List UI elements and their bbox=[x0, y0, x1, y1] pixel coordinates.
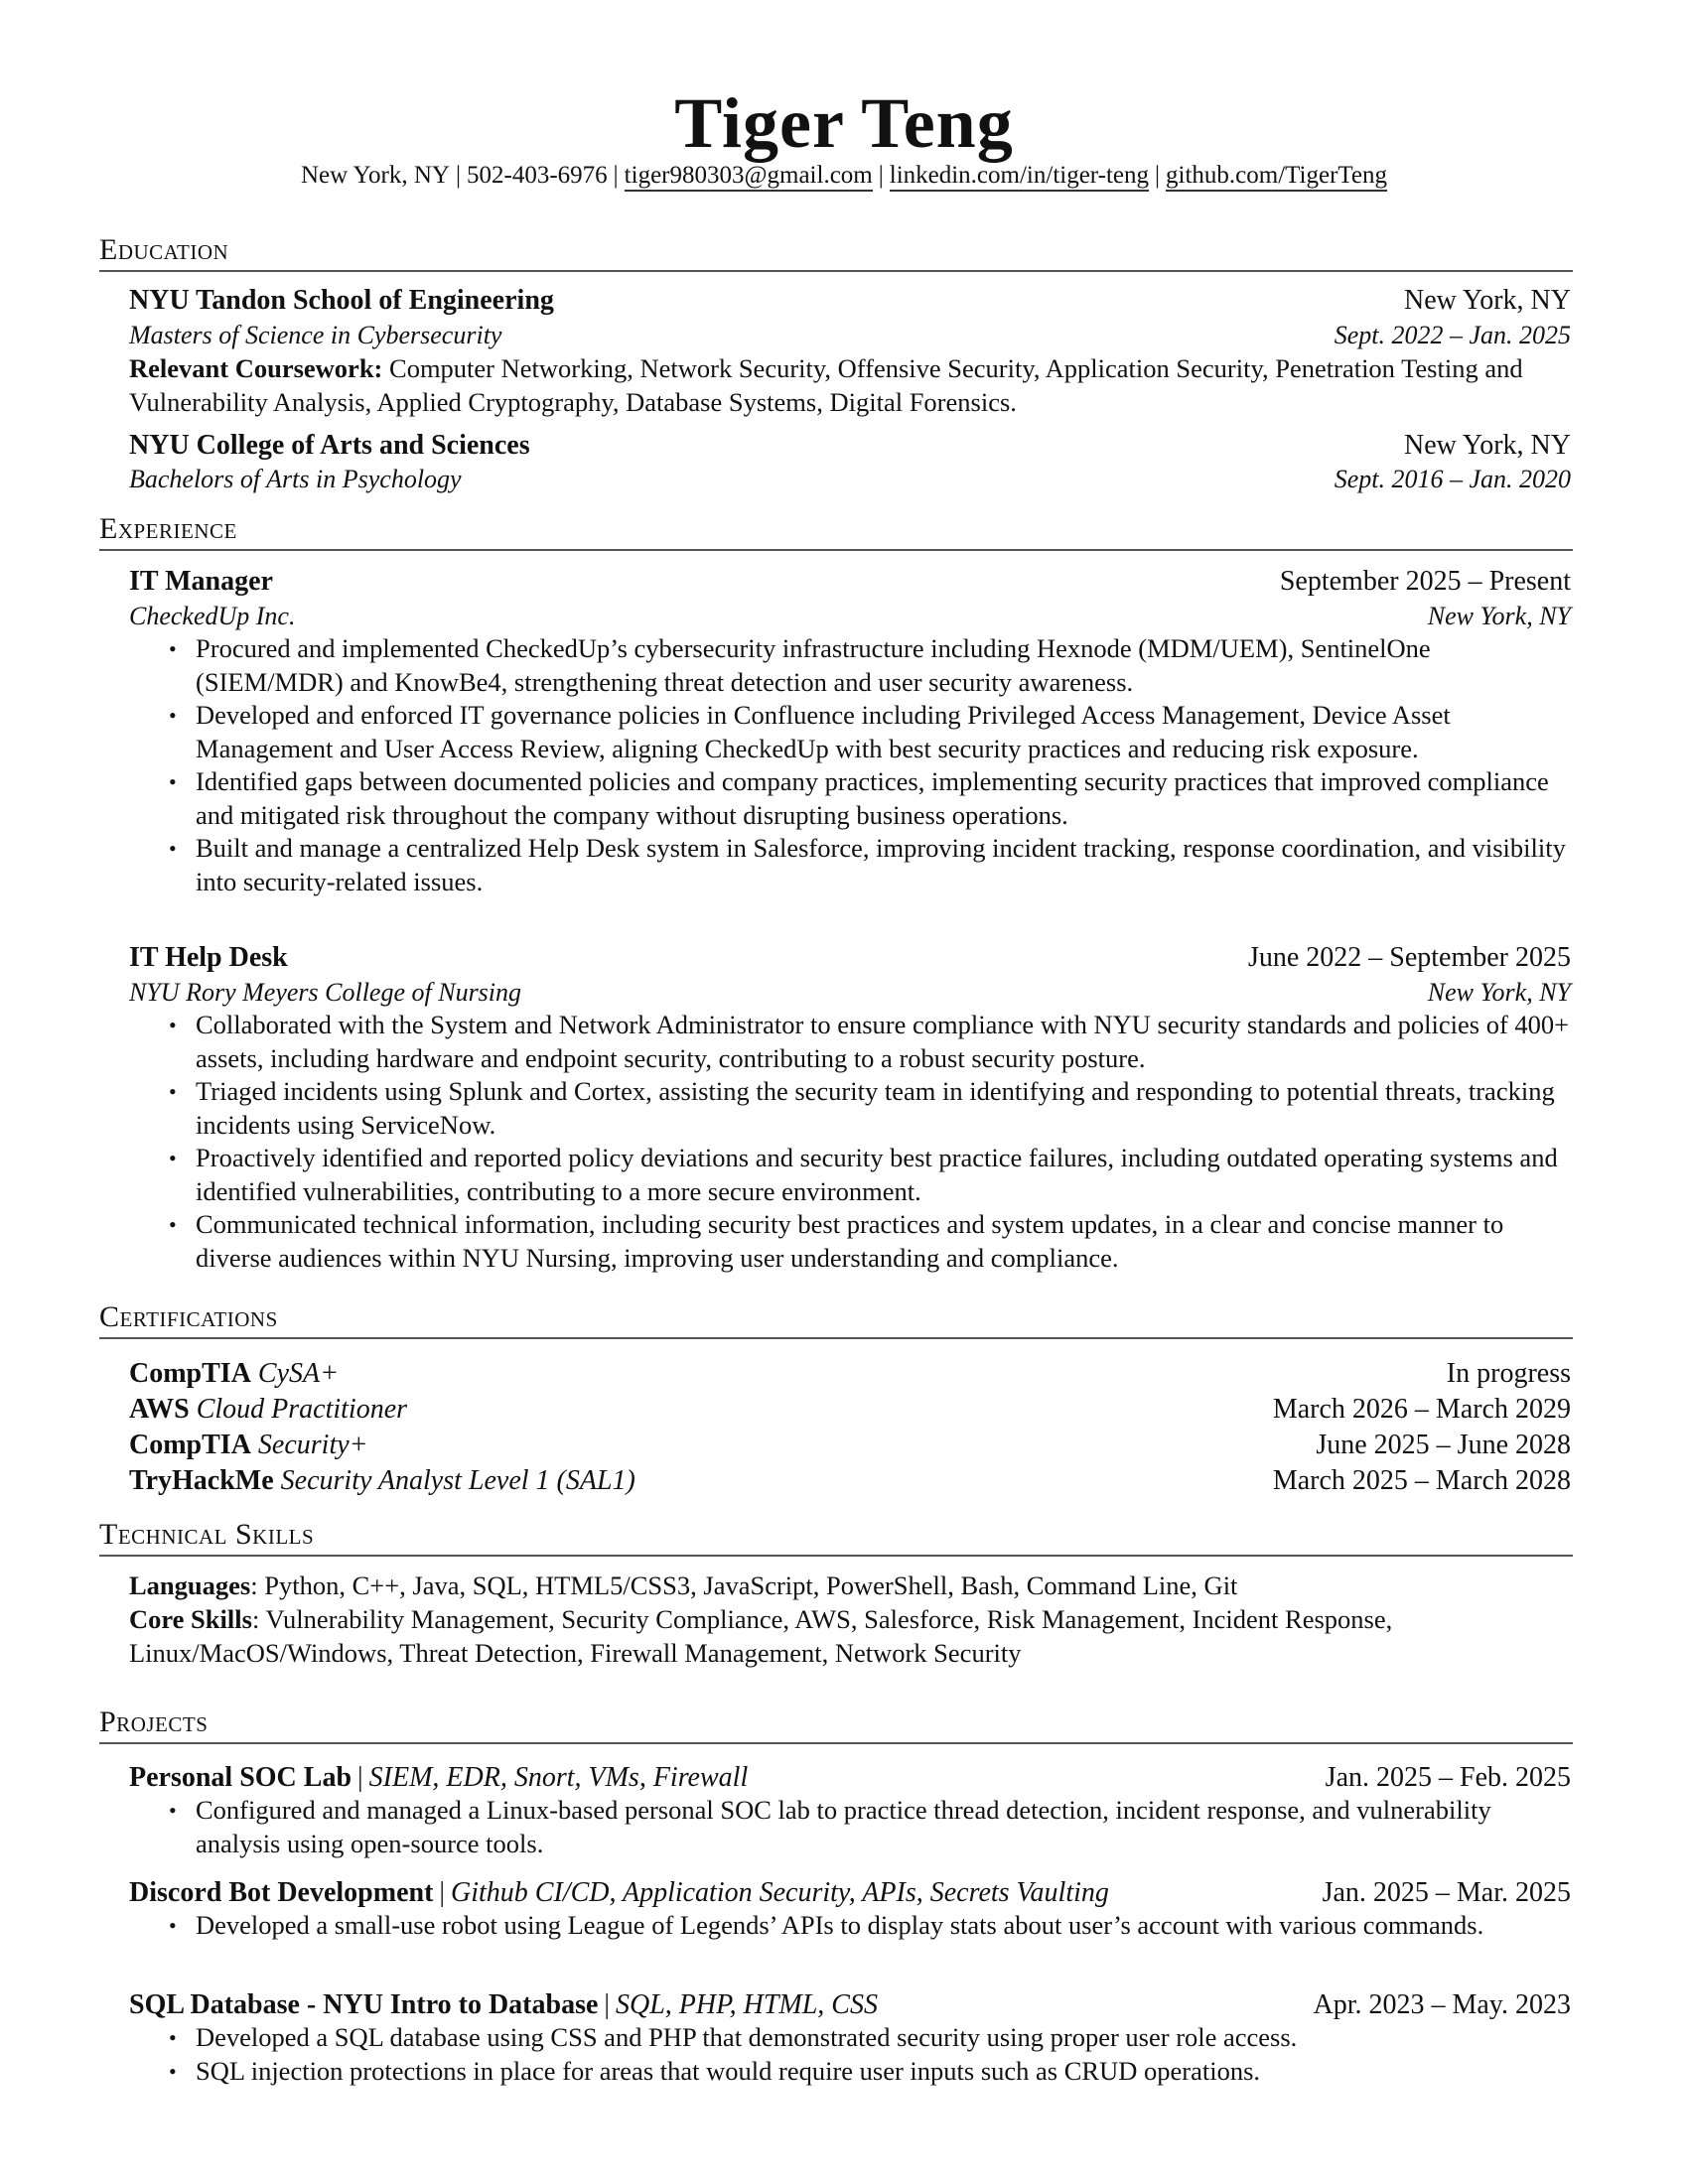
section-heading-skills: Technical Skills bbox=[99, 1517, 1573, 1557]
cert-issuer: CompTIA bbox=[129, 1430, 251, 1460]
bullet-item: • Communicated technical information, including security best practices and system updates, in a clear and concise manner to diverse audiences within NYU Nursing, improving user understanding and compliance. bbox=[169, 1208, 1579, 1275]
school-location: New York, NY bbox=[1403, 285, 1571, 316]
location-text: New York, NY bbox=[300, 162, 450, 189]
skills-core: Core Skills: Vulnerability Management, Security Compliance, AWS, Salesforce, Risk Management, Incident Response, Linux/MacOS/Windows, Threat Detection, Firewall Management, Network Security bbox=[129, 1604, 1393, 1668]
bullet-item: • Proactively identified and reported policy deviations and security best practice failures, including outdated operating systems and identified vulnerabilities, contributing to a more secure environment. bbox=[169, 1142, 1579, 1208]
project-header bbox=[129, 1876, 1571, 1910]
cert-name: Security Analyst Level 1 (SAL1) bbox=[280, 1465, 635, 1496]
degree: Masters of Science in Cybersecurity bbox=[129, 321, 502, 349]
cert-name: Cloud Practitioner bbox=[196, 1394, 408, 1425]
separator: | bbox=[455, 162, 461, 189]
certification-row bbox=[129, 1464, 1571, 1498]
degree: Bachelors of Arts in Psychology bbox=[129, 465, 462, 493]
cert-dates: June 2025 – June 2028 bbox=[1316, 1430, 1571, 1460]
education-dates: Sept. 2022 – Jan. 2025 bbox=[1334, 321, 1571, 349]
bullet-item: • Procured and implemented CheckedUp’s cybersecurity infrastructure including Hexnode (MDM/UEM), SentinelOne (SIEM/MDR) and KnowBe4, strengthening threat detection and user security awareness. bbox=[169, 632, 1579, 699]
bullet-item: • SQL injection protections in place for areas that would require user inputs such as CRUD operations. bbox=[169, 2055, 1579, 2089]
certification-row bbox=[129, 1357, 1571, 1391]
separator: | bbox=[878, 162, 884, 189]
certification-row bbox=[129, 1393, 1571, 1427]
bullet-item: • Identified gaps between documented policies and company practices, implementing security practices that improved compliance and mitigated risk throughout the company without disrupting business operations. bbox=[169, 765, 1579, 832]
job-dates: September 2025 – Present bbox=[1279, 566, 1571, 597]
bullet-item: • Collaborated with the System and Network Administrator to ensure compliance with NYU security standards and policies of 400+ assets, including hardware and endpoint security, contributing to a robust security posture. bbox=[169, 1009, 1579, 1075]
separator: | bbox=[613, 162, 619, 189]
phone-text: 502-403-6976 bbox=[467, 162, 608, 189]
project-header bbox=[129, 1988, 1571, 2022]
project-bullets bbox=[169, 1909, 1579, 1943]
section-heading-certifications: Certifications bbox=[99, 1299, 1573, 1339]
bullet-item: • Configured and managed a Linux-based personal SOC lab to practice thread detection, incident response, and vulnerability analysis using open-source tools. bbox=[169, 1794, 1579, 1860]
company-name: NYU Rory Meyers College of Nursing bbox=[129, 978, 522, 1007]
skills-languages: Languages: Python, C++, Java, SQL, HTML5/CSS3, JavaScript, PowerShell, Bash, Command Line, Git bbox=[129, 1570, 1238, 1600]
project-bullets bbox=[169, 1794, 1579, 1860]
education-entry-header bbox=[129, 429, 1571, 463]
job-bullets bbox=[169, 1009, 1579, 1275]
project-dates: Apr. 2023 – May. 2023 bbox=[1313, 1989, 1571, 2020]
certification-row bbox=[129, 1429, 1571, 1462]
project-header bbox=[129, 1761, 1571, 1795]
bullet-item: • Built and manage a centralized Help Desk system in Salesforce, improving incident tracking, response coordination, and visibility into security-related issues. bbox=[169, 832, 1579, 898]
job-subheader bbox=[129, 976, 1571, 1010]
bullet-item: • Developed a SQL database using CSS and PHP that demonstrated security using proper user role access. bbox=[169, 2021, 1579, 2055]
cert-dates: In progress bbox=[1446, 1358, 1571, 1389]
skills-languages-label: Languages bbox=[129, 1570, 251, 1600]
education-entry-subheader bbox=[129, 463, 1571, 496]
project-dates: Jan. 2025 – Feb. 2025 bbox=[1325, 1762, 1571, 1793]
project-name: Discord Bot Development bbox=[129, 1877, 434, 1908]
job-title: IT Help Desk bbox=[129, 942, 288, 973]
school-location: New York, NY bbox=[1403, 430, 1571, 461]
company-name: CheckedUp Inc. bbox=[129, 602, 296, 630]
job-header bbox=[129, 565, 1571, 599]
project-dates: Jan. 2025 – Mar. 2025 bbox=[1322, 1877, 1571, 1908]
section-heading-experience: Experience bbox=[99, 511, 1573, 551]
github-link[interactable]: github.com/TigerTeng bbox=[1166, 162, 1387, 192]
job-bullets bbox=[169, 632, 1579, 898]
bullet-item: • Developed a small-use robot using League of Legends’ APIs to display stats about user’s account with various commands. bbox=[169, 1909, 1579, 1943]
cert-name: CySA+ bbox=[257, 1358, 340, 1389]
job-location: New York, NY bbox=[1427, 602, 1571, 630]
education-entry-header bbox=[129, 284, 1571, 318]
coursework-label: Relevant Coursework: bbox=[129, 353, 383, 383]
separator: | bbox=[439, 1877, 446, 1908]
education-entry-subheader bbox=[129, 319, 1571, 352]
separator: | bbox=[357, 1762, 363, 1793]
contact-line bbox=[0, 159, 1688, 193]
project-bullets bbox=[169, 2021, 1579, 2088]
email-link[interactable]: tiger980303@gmail.com bbox=[625, 162, 873, 192]
cert-dates: March 2025 – March 2028 bbox=[1272, 1465, 1571, 1496]
job-header bbox=[129, 941, 1571, 975]
project-name: SQL Database - NYU Intro to Database bbox=[129, 1989, 599, 2020]
section-heading-projects: Projects bbox=[99, 1705, 1573, 1744]
bullet-item: • Developed and enforced IT governance policies in Confluence including Privileged Access Management, Device Asset Management and User Access Review, aligning CheckedUp with best security practices and reducing risk exposure. bbox=[169, 699, 1579, 765]
cert-dates: March 2026 – March 2029 bbox=[1272, 1394, 1571, 1425]
cert-issuer: CompTIA bbox=[129, 1358, 251, 1389]
separator: | bbox=[604, 1989, 610, 2020]
linkedin-link[interactable]: linkedin.com/in/tiger-teng bbox=[890, 162, 1149, 192]
cert-issuer: TryHackMe bbox=[129, 1465, 274, 1496]
separator: | bbox=[1155, 162, 1161, 189]
section-heading-education: Education bbox=[99, 232, 1573, 272]
bullet-item: • Triaged incidents using Splunk and Cortex, assisting the security team in identifying and responding to potential threats, tracking incidents using ServiceNow. bbox=[169, 1075, 1579, 1142]
cert-name: Security+ bbox=[257, 1430, 368, 1460]
skills-core-list: Vulnerability Management, Security Compliance, AWS, Salesforce, Risk Management, Incident Response, Linux/MacOS/Windows, Threat Detection, Firewall Management, Network Security bbox=[129, 1604, 1393, 1668]
cert-issuer: AWS bbox=[129, 1394, 190, 1425]
project-name: Personal SOC Lab bbox=[129, 1762, 352, 1793]
relevant-coursework bbox=[129, 352, 1579, 419]
project-tech: SQL, PHP, HTML, CSS bbox=[616, 1989, 878, 2020]
job-subheader bbox=[129, 600, 1571, 633]
school-name: NYU College of Arts and Sciences bbox=[129, 430, 530, 461]
school-name: NYU Tandon School of Engineering bbox=[129, 285, 554, 316]
skills-core-label: Core Skills bbox=[129, 1604, 252, 1634]
coursework-list: Computer Networking, Network Security, Offensive Security, Application Security, Penetration Testing and Vulnerability Analysis, Applied Cryptography, Database Systems, Digital Forensics. bbox=[129, 353, 1523, 417]
job-title: IT Manager bbox=[129, 566, 273, 597]
education-dates: Sept. 2016 – Jan. 2020 bbox=[1334, 465, 1571, 493]
candidate-name: Tiger Teng bbox=[674, 83, 1014, 163]
project-tech: Github CI/CD, Application Security, APIs, Secrets Vaulting bbox=[451, 1877, 1109, 1908]
project-tech: SIEM, EDR, Snort, VMs, Firewall bbox=[368, 1762, 749, 1793]
job-dates: June 2022 – September 2025 bbox=[1247, 942, 1571, 973]
job-location: New York, NY bbox=[1427, 978, 1571, 1007]
skills-languages-list: Python, C++, Java, SQL, HTML5/CSS3, JavaScript, PowerShell, Bash, Command Line, Git bbox=[264, 1570, 1238, 1600]
